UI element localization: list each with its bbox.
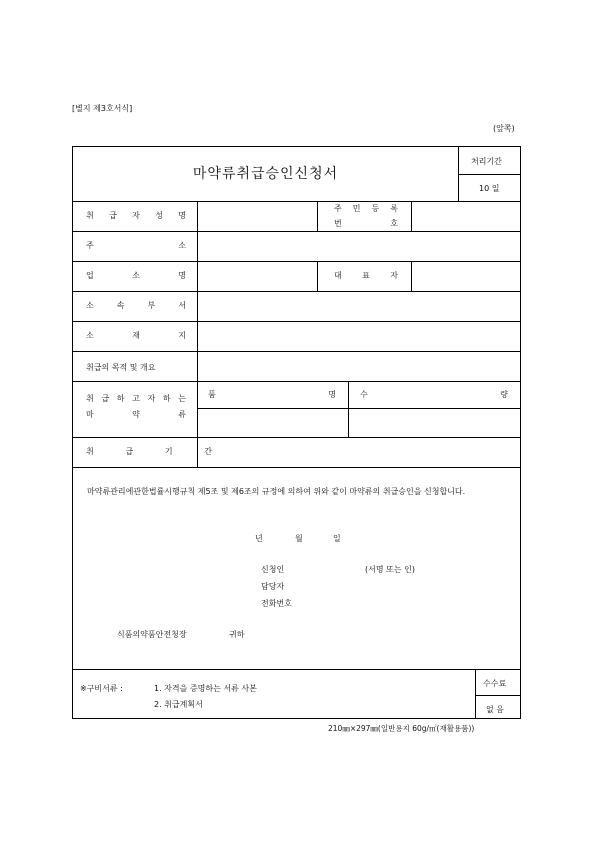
label-char: 자 [390,271,398,280]
label-char: 업 [86,271,94,280]
declaration-text: 마약류관리에관한법률시행규칙 제5조 및 제6조의 규정에 의하여 위와 같이 마약류의 취급승인을 신청합니다. [87,487,466,496]
form-code: [별지 제3호서식] [72,104,133,113]
label-char: 번 [334,219,342,228]
manager-label: 담당자 [261,582,285,591]
processing-period-label: 처리기간 [471,157,502,166]
label-char: 고 [132,394,140,403]
department-label [86,302,186,310]
purpose-field[interactable] [198,352,520,381]
label-char: 약 [132,410,140,419]
date-month-label: 월 [295,534,303,543]
narcotics-label-line2 [86,411,186,419]
phone-label: 전화번호 [261,599,292,608]
label-char: 량 [500,390,508,399]
applicant-label: 신청인 [261,565,285,574]
label-char: 명 [178,271,186,280]
divider [317,261,318,291]
label-char: 취 [86,394,94,403]
label-char: 표 [362,271,370,280]
divider [475,669,476,719]
narcotics-label-line1 [86,395,186,403]
quantity-field[interactable] [349,409,520,437]
label-char: 취 [86,447,94,456]
paper-spec: 210㎜×297㎜(일반용지 60g/㎡(재활용품)) [328,724,475,733]
label-char: 성 [155,211,163,220]
label-char: 급 [125,447,134,456]
business-name-field[interactable] [198,262,316,291]
label-char: 소 [86,331,94,340]
attachment-item: 1. 자격을 증명하는 서류 사본 [154,684,257,693]
label-char: 명 [178,211,186,220]
label-char: 명 [328,390,336,399]
address-label [86,242,186,250]
label-char: 서 [178,301,186,310]
location-field[interactable] [198,322,520,351]
label-char: 하 [116,394,125,403]
location-label [86,332,186,340]
divider [458,174,521,175]
label-char: 호 [390,219,398,228]
label-char: 는 [178,394,186,403]
quantity-header [360,391,508,399]
applicant-name-field[interactable] [198,202,316,231]
product-name-header [208,391,336,399]
label-char: 간 [204,447,212,456]
address-field[interactable] [198,232,520,261]
resident-number-label-line2 [334,220,398,228]
label-char: 급 [101,394,110,403]
attachment-item: 2. 취급계획서 [154,700,203,709]
representative-label [334,272,398,280]
form-title: 마약류취급승인신청서 [192,166,339,182]
label-char: 주 [86,241,94,250]
fee-value: 없 음 [486,705,504,714]
page-side-label: (앞쪽) [493,124,515,133]
divider [317,201,318,231]
label-char: 자 [132,211,140,220]
label-char: 대 [334,271,342,280]
label-char: 주 [334,204,342,213]
divider [73,381,521,382]
date-year-label: 년 [255,534,263,543]
label-char: 소 [178,241,186,250]
label-char: 류 [178,410,186,419]
resident-number-label-line1 [334,205,398,213]
label-char: 등 [371,204,380,213]
resident-number-field[interactable] [412,202,520,231]
label-char: 하 [162,394,171,403]
applicant-name-label [86,212,186,220]
label-char: 수 [360,390,368,399]
label-char: 품 [208,390,216,399]
period-field[interactable] [198,438,520,467]
processing-period-value: 10 일 [479,184,500,193]
date-day-label: 일 [333,534,341,543]
label-char: 록 [390,204,398,213]
purpose-label: 취급의 목적 및 개요 [86,363,156,372]
representative-field[interactable] [412,262,520,291]
label-char: 민 [352,204,361,213]
period-label [86,448,212,456]
application-form [72,146,521,719]
label-char: 취 [86,211,94,220]
divider [475,695,521,696]
label-char: 부 [147,301,156,310]
divider [73,467,521,468]
label-char: 소 [86,301,94,310]
label-char: 지 [178,331,186,340]
label-char: 급 [109,211,117,220]
label-char: 소 [132,271,140,280]
recipient-suffix: 귀하 [229,630,245,639]
label-char: 재 [132,331,140,340]
business-name-label [86,272,186,280]
recipient-org: 식품의약품안전청장 [117,630,187,639]
label-char: 속 [116,301,125,310]
label-char: 자 [147,394,156,403]
attachments-label: ※구비서류 : [80,684,123,693]
product-name-field[interactable] [198,409,347,437]
signature-hint: (서명 또는 인) [365,565,415,574]
label-char: 마 [86,410,94,419]
department-field[interactable] [198,292,520,321]
fee-label: 수수료 [483,679,507,688]
label-char: 기 [164,447,173,456]
divider [73,669,521,670]
